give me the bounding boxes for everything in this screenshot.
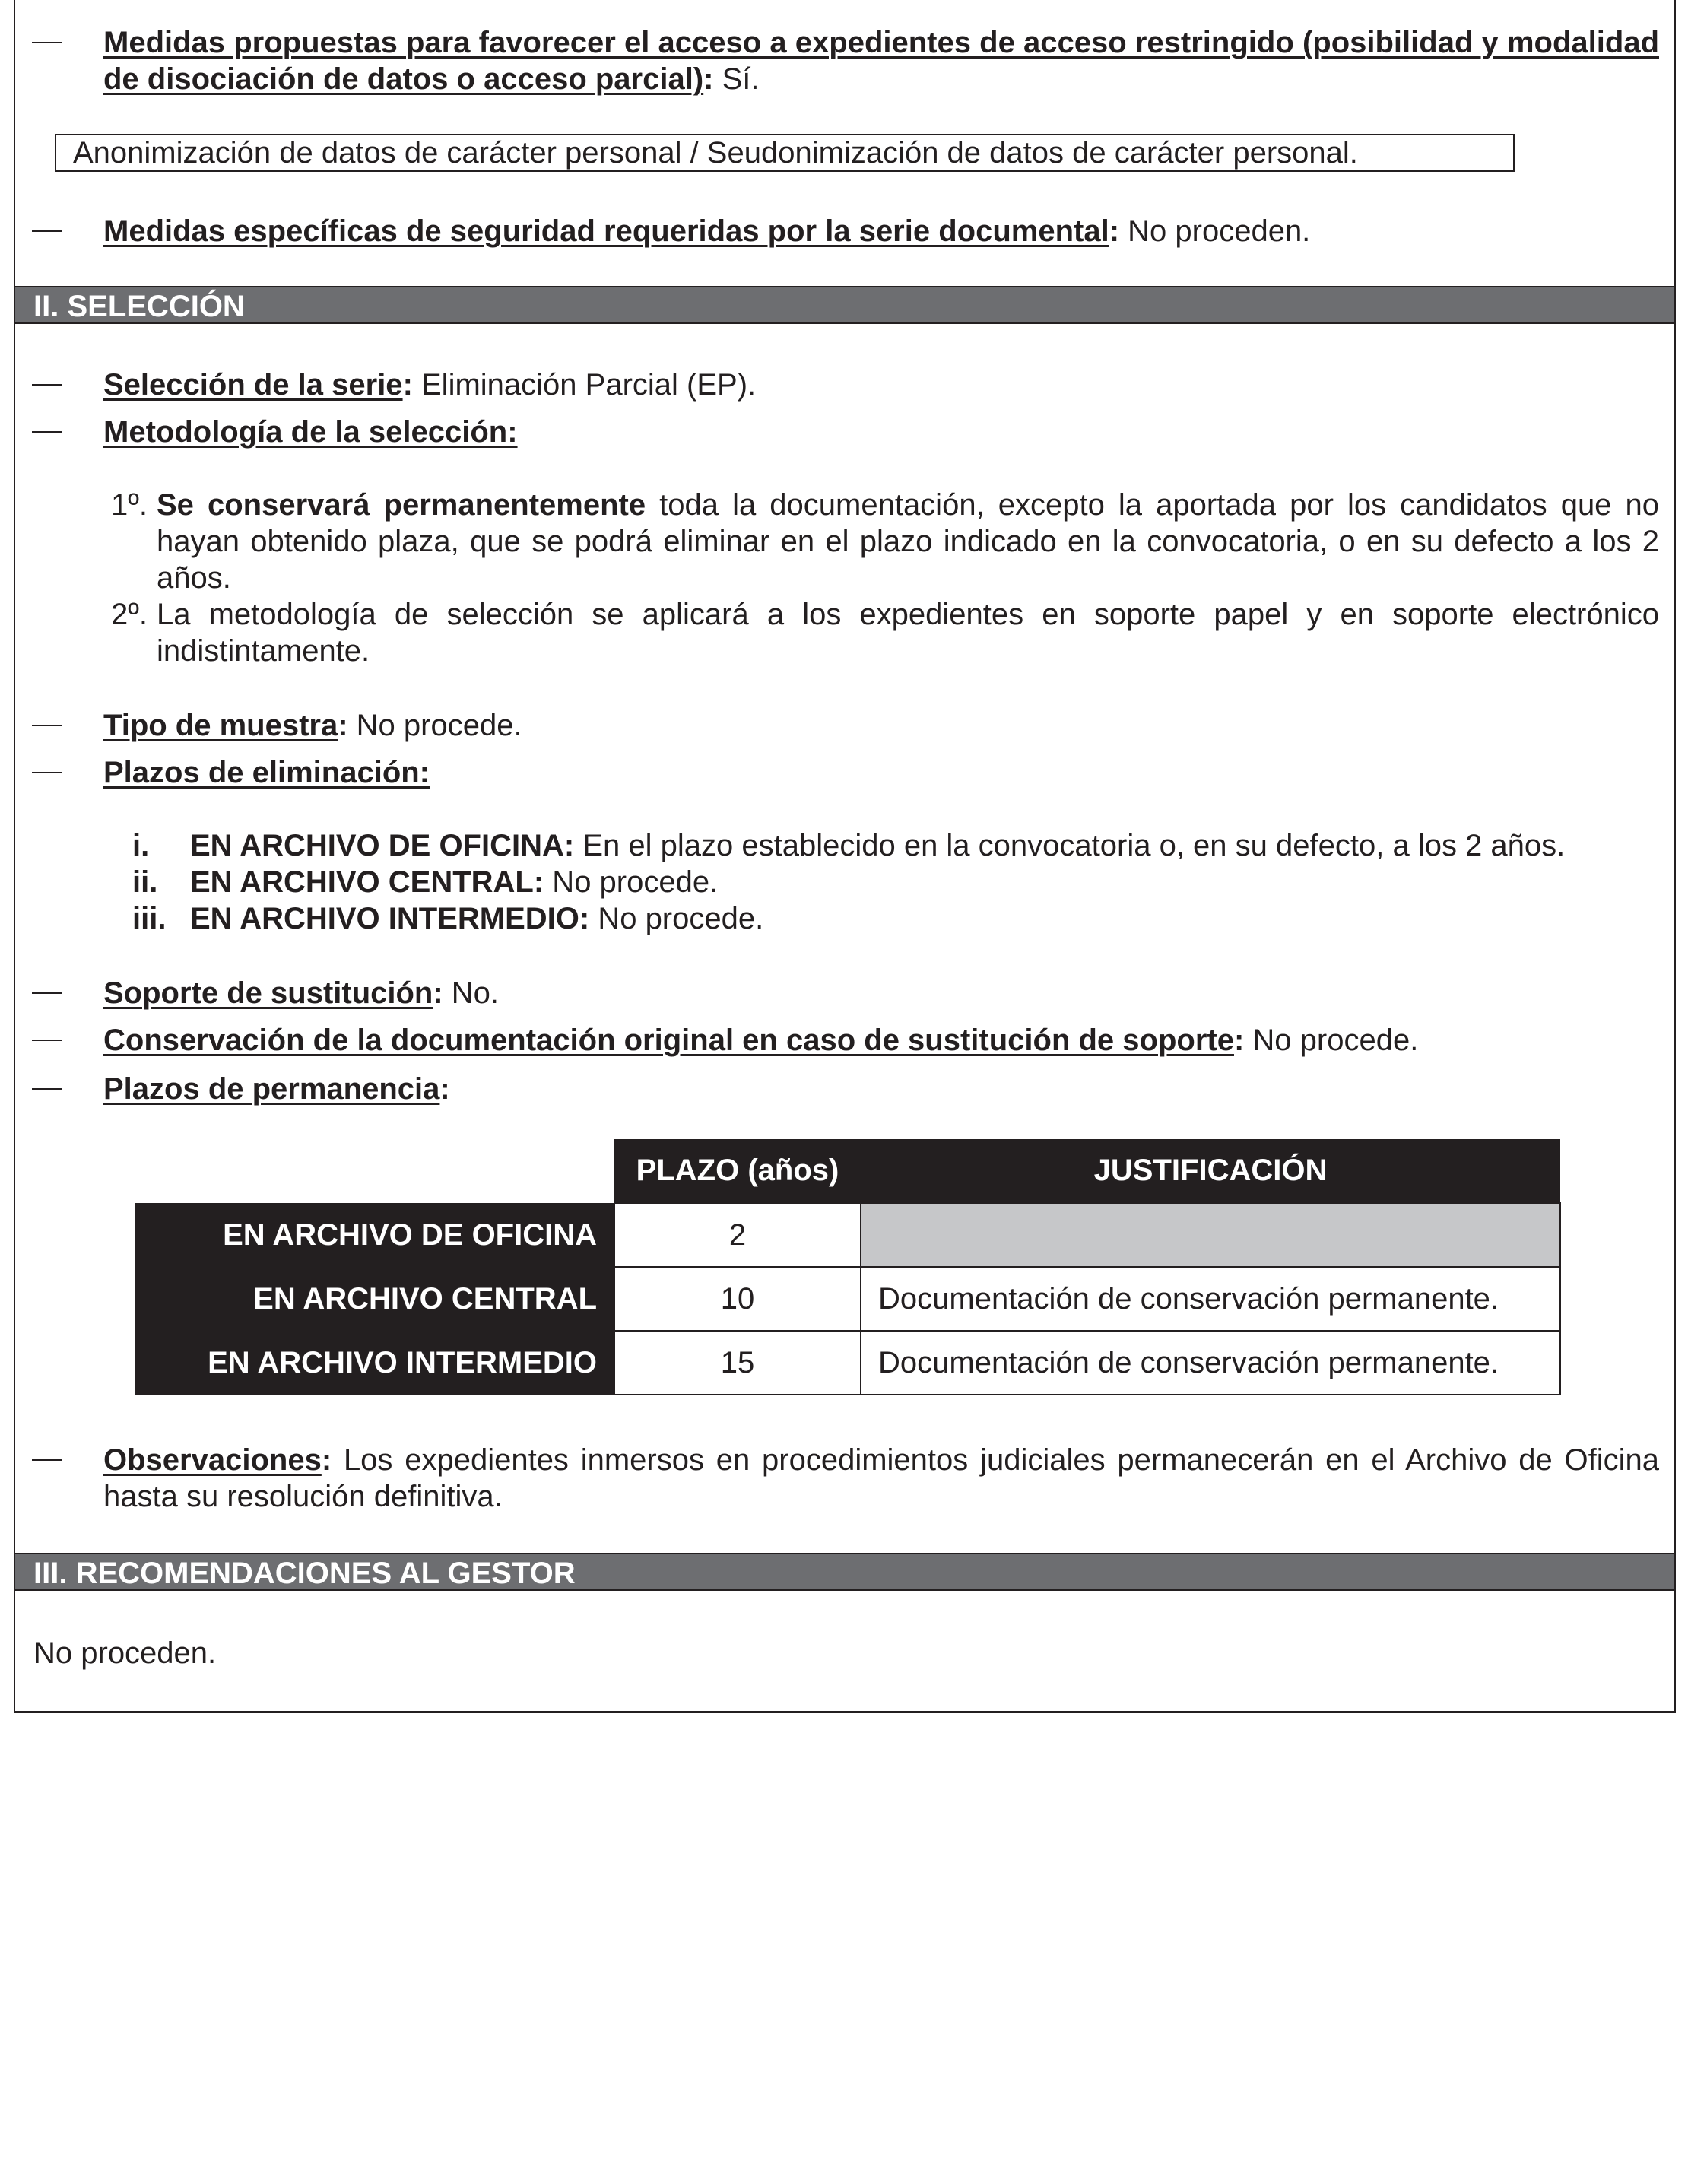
row-archivo: EN ARCHIVO CENTRAL <box>135 1267 614 1331</box>
dash-bullet <box>32 992 62 994</box>
tipo-muestra-item: Tipo de muestra: No procede. <box>32 707 1659 744</box>
table-corner <box>135 1139 614 1203</box>
dash-bullet <box>32 1040 62 1041</box>
roman-text: No procede. <box>589 902 764 935</box>
table-row <box>135 1203 1560 1267</box>
table-header-row <box>135 1139 1560 1203</box>
seleccion-label: Selección de la serie <box>103 368 403 402</box>
metodologia-label: Metodología de la selección: <box>103 415 518 449</box>
roman-item-2 <box>132 864 1659 900</box>
row-plazo: 10 <box>614 1267 861 1331</box>
observaciones-value: Los expedientes inmersos en procedimientos judiciales permanecerán en el Archivo de Oficina hasta su resolución definitiva. <box>103 1443 1659 1513</box>
metodologia-item <box>32 414 1659 450</box>
numbered-text: toda la documentación, excepto la aportada por los candidatos que no hayan obtenido plaza, que se podrá eliminar en el plazo indicado en la convocatoria, o en su defecto a los 2 años. <box>157 488 1659 595</box>
medidas-acceso-item: Medidas propuestas para favorecer el acceso a expedientes de acceso restringido (posibilidad y modalidad de disociación de datos o acceso parcial): Sí. <box>32 24 1659 97</box>
document-frame <box>14 0 1676 1713</box>
plazos-eliminacion-label: Plazos de eliminación: <box>103 756 430 789</box>
plazos-permanencia-label: Plazos de permanencia <box>103 1072 440 1106</box>
anonimizacion-box: Anonimización de datos de carácter personal / Seudonimización de datos de carácter personal. <box>55 134 1515 172</box>
numbered-item-1 <box>94 487 1659 596</box>
dash-bullet <box>32 384 62 386</box>
plazos-eliminacion-item <box>32 754 1659 791</box>
roman-text: No procede. <box>544 865 719 899</box>
numbered-marker: 1º. <box>111 488 148 522</box>
tipo-muestra-value: No procede. <box>356 709 522 742</box>
row-archivo: EN ARCHIVO INTERMEDIO <box>135 1331 614 1395</box>
dash-bullet <box>32 725 62 726</box>
roman-marker: iii. <box>132 902 167 935</box>
table-row <box>135 1267 1560 1331</box>
row-plazo: 2 <box>614 1203 861 1267</box>
dash-bullet <box>32 42 62 43</box>
recomendaciones-text: No proceden. <box>33 1636 217 1670</box>
plazos-permanencia-item: Plazos de permanencia: <box>32 1071 1659 1107</box>
dash-bullet <box>32 1088 62 1090</box>
conservacion-value: No procede. <box>1252 1024 1419 1057</box>
medidas-acceso-label: Medidas propuestas para favorecer el acceso a expedientes de acceso restringido (posibilidad y modalidad de disociación de datos o acceso parcial) <box>103 26 1659 96</box>
roman-bold: EN ARCHIVO INTERMEDIO: <box>190 902 590 935</box>
row-justificacion <box>861 1203 1560 1267</box>
row-plazo: 15 <box>614 1331 861 1395</box>
conservacion-label: Conservación de la documentación original en caso de sustitución de soporte <box>103 1024 1234 1057</box>
plazos-table <box>135 1139 1561 1395</box>
soporte-value: No. <box>451 976 500 1010</box>
roman-bold: EN ARCHIVO CENTRAL: <box>190 865 544 899</box>
dash-bullet <box>32 772 62 773</box>
section-iii-header: III. RECOMENDACIONES AL GESTOR <box>15 1553 1674 1591</box>
seleccion-item: Selección de la serie: Eliminación Parcial (EP). <box>32 367 1659 403</box>
dash-bullet <box>32 431 62 433</box>
observaciones-item: Observaciones: Los expedientes inmersos en procedimientos judiciales permanecerán en el Archivo de Oficina hasta su resolución definitiva. <box>32 1442 1659 1515</box>
medidas-seguridad-label: Medidas específicas de seguridad requeridas por la serie documental <box>103 214 1109 248</box>
roman-marker: ii. <box>132 865 158 899</box>
row-archivo: EN ARCHIVO DE OFICINA <box>135 1203 614 1267</box>
roman-bold: EN ARCHIVO DE OFICINA: <box>190 829 575 862</box>
medidas-seguridad-item: Medidas específicas de seguridad requeridas por la serie documental: No proceden. <box>32 213 1659 249</box>
roman-text: En el plazo establecido en la convocatoria o, en su defecto, a los 2 años. <box>574 829 1566 862</box>
roman-marker: i. <box>132 829 150 862</box>
dash-bullet <box>32 1459 62 1461</box>
numbered-text: La metodología de selección se aplicará a los expedientes en soporte papel y en soporte electrónico indistintamente. <box>157 598 1659 668</box>
row-justificacion: Documentación de conservación permanente. <box>861 1331 1560 1395</box>
header-justificacion: JUSTIFICACIÓN <box>861 1139 1560 1203</box>
medidas-acceso-value: Sí. <box>722 62 760 96</box>
observaciones-label: Observaciones <box>103 1443 322 1477</box>
medidas-seguridad-value: No proceden. <box>1128 214 1311 248</box>
numbered-marker: 2º. <box>111 598 148 631</box>
table-row <box>135 1331 1560 1395</box>
soporte-label: Soporte de sustitución <box>103 976 433 1010</box>
roman-item-3 <box>132 900 1659 937</box>
dash-bullet <box>32 230 62 232</box>
numbered-item-2 <box>94 596 1659 669</box>
section-ii-header: II. SELECCIÓN <box>15 286 1674 324</box>
soporte-item: Soporte de sustitución: No. <box>32 975 1659 1011</box>
tipo-muestra-label: Tipo de muestra <box>103 709 338 742</box>
row-justificacion: Documentación de conservación permanente. <box>861 1267 1560 1331</box>
roman-item-1 <box>132 827 1659 864</box>
conservacion-item: Conservación de la documentación original en caso de sustitución de soporte: No procede. <box>32 1022 1659 1059</box>
numbered-bold: Se conservará permanentemente <box>157 488 646 522</box>
seleccion-value: Eliminación Parcial (EP). <box>421 368 757 402</box>
header-plazo: PLAZO (años) <box>614 1139 861 1203</box>
